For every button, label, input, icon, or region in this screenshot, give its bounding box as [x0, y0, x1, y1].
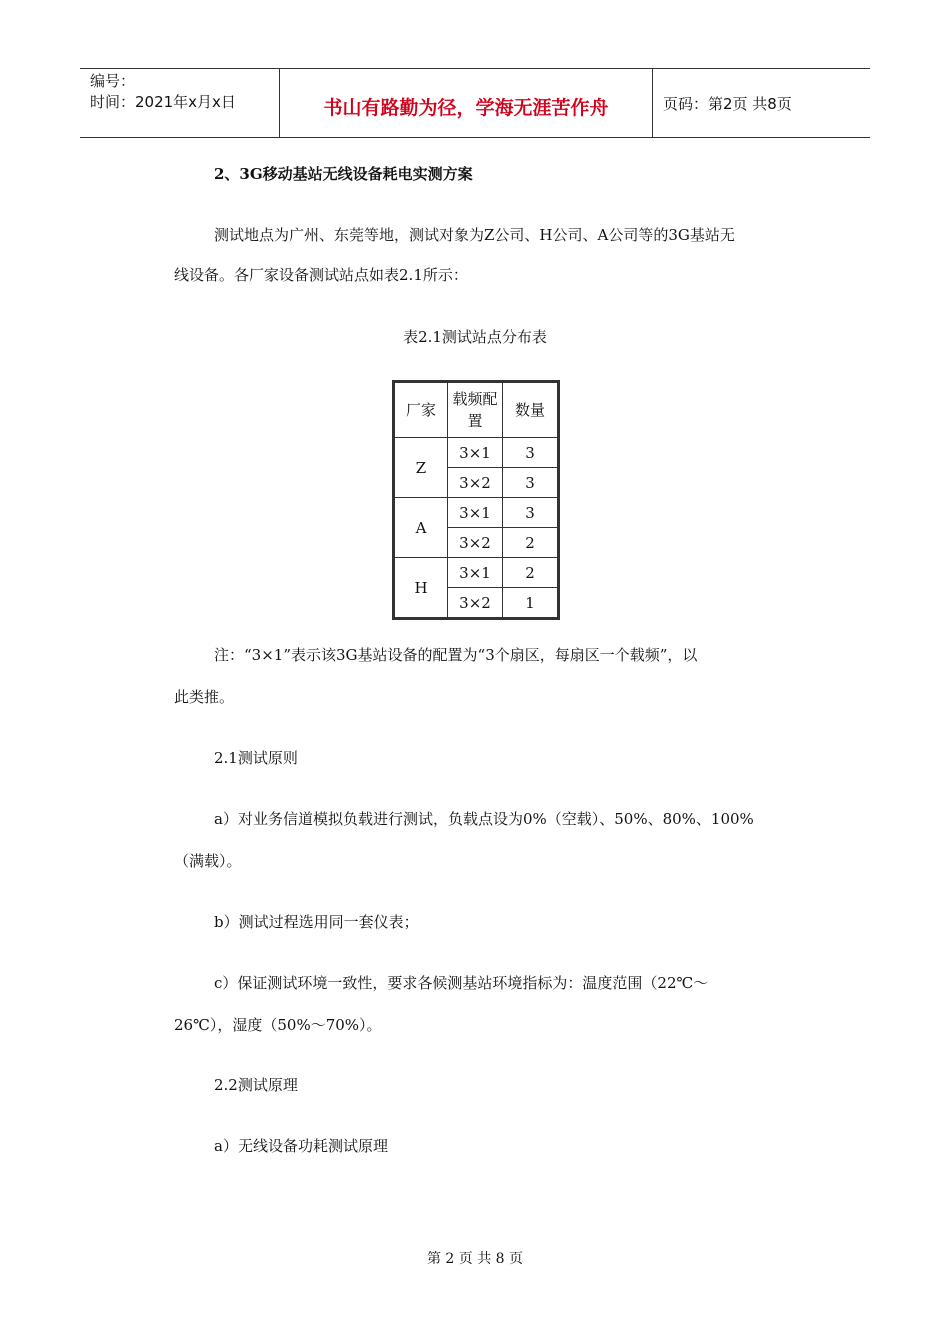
section-2-2-title: 2.2测试原理 — [214, 1076, 298, 1094]
table-header-row — [394, 382, 559, 438]
principle-c-line-2: 26℃），湿度（50%～70%）。 — [174, 1016, 382, 1034]
section-title: 2、3G移动基站无线设备耗电实测方案 — [214, 165, 473, 183]
vendor-cell: H — [394, 558, 448, 619]
config-cell: 3×2 — [448, 468, 503, 498]
note-line-2: 此类推。 — [174, 688, 235, 706]
config-cell: 3×1 — [448, 558, 503, 588]
header-page-label: 页码：第2页 共8页 — [663, 94, 792, 113]
intro-line-1: 测试地点为广州、东莞等地，测试对象为Z公司、H公司、A公司等的3G基站无 — [214, 226, 735, 244]
page-footer: 第 2 页 共 8 页 — [426, 1251, 524, 1267]
code-label: 编号： — [90, 72, 136, 90]
header-config-line1: 载频配 — [452, 390, 498, 408]
header-motto: 书山有路勤为径，学海无涯苦作舟 — [280, 69, 653, 137]
qty-cell: 2 — [503, 528, 559, 558]
principle-b: b）测试过程选用同一套仪表； — [214, 913, 419, 931]
principle-2-2-a: a）无线设备功耗测试原理 — [214, 1137, 388, 1155]
table-row — [394, 558, 559, 588]
principle-a-line-1: a）对业务信道模拟负载进行测试，负载点设为0%（空载）、50%、80%、100% — [214, 810, 754, 828]
qty-cell: 3 — [503, 468, 559, 498]
header-qty: 数量 — [503, 382, 559, 438]
header-vendor: 厂家 — [394, 382, 448, 438]
table-caption: 表2.1测试站点分布表 — [403, 328, 547, 346]
qty-cell: 3 — [503, 438, 559, 468]
vendor-cell: Z — [394, 438, 448, 498]
time-label: 时间：2021年x月x日 — [90, 93, 236, 111]
section-2-1-title: 2.1测试原则 — [214, 749, 298, 767]
table-row — [394, 498, 559, 528]
intro-line-2: 线设备。各厂家设备测试站点如表2.1所示： — [174, 266, 468, 284]
vendor-cell: A — [394, 498, 448, 558]
principle-a-line-2: （满载）。 — [174, 852, 242, 870]
qty-cell: 2 — [503, 558, 559, 588]
table-row — [394, 438, 559, 468]
page-header — [80, 68, 870, 138]
note-line-1: 注：“3×1”表示该3G基站设备的配置为“3个扇区，每扇区一个载频”，以 — [214, 646, 698, 664]
config-cell: 3×1 — [448, 438, 503, 468]
header-config-line2: 置 — [467, 412, 483, 430]
qty-cell: 3 — [503, 498, 559, 528]
header-config — [448, 382, 503, 438]
config-cell: 3×2 — [448, 588, 503, 619]
config-cell: 3×1 — [448, 498, 503, 528]
header-meta — [80, 69, 280, 137]
qty-cell: 1 — [503, 588, 559, 619]
test-sites-table — [392, 380, 560, 620]
principle-c-line-1: c）保证测试环境一致性，要求各候测基站环境指标为：温度范围（22℃～ — [214, 974, 709, 992]
config-cell: 3×2 — [448, 528, 503, 558]
